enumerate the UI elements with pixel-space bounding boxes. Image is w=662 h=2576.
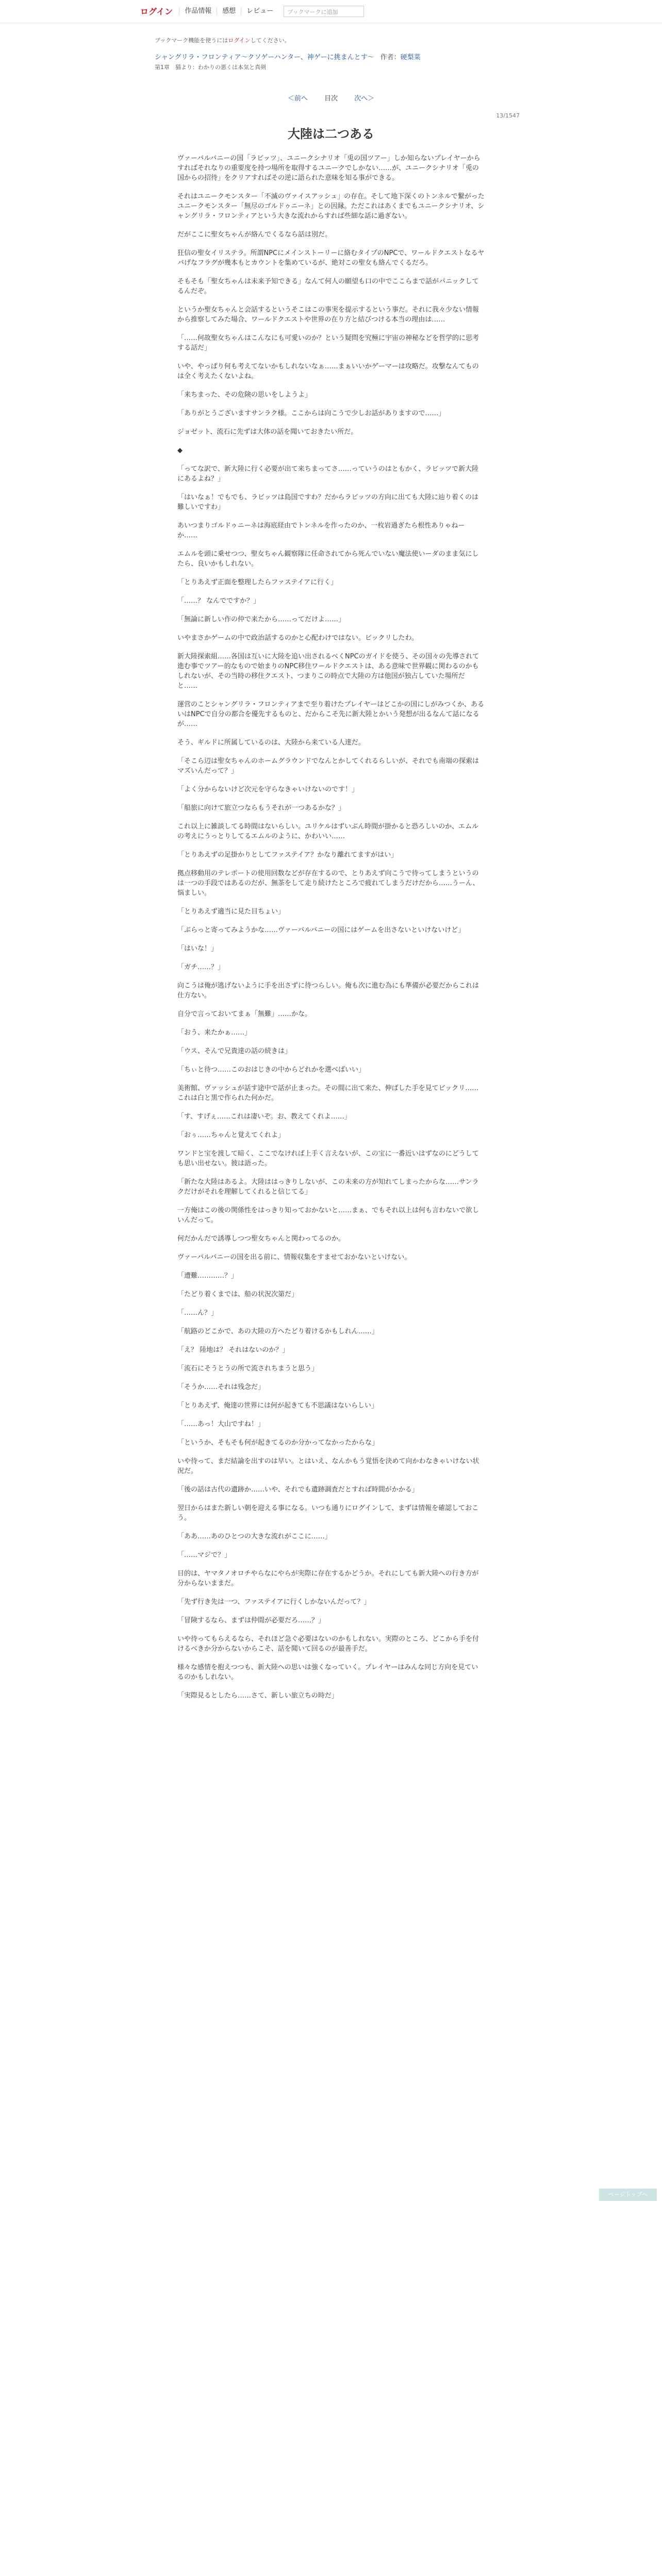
body-paragraph: それはユニークモンスター「不滅のヴァイスアッシュ」の存在。そして地下深くのトンネルで繋がったユニークモンスター「無尽のゴルドゥニーネ」との因縁。ただこれはあくまでもユニークシナリオ、シャングリラ・フロンティアという大きな流れからすれば些細な話に過ぎない。 (177, 193, 485, 220)
body-paragraph: 「え？ 陸地は？ それはないのか？」 (177, 1346, 289, 1354)
body-paragraph: 「ウス、そんで兄貴達の話の続きは」 (177, 1047, 292, 1055)
author-link[interactable]: 硬梨菜 (400, 54, 421, 61)
body-paragraph: 「ああ……あのひとつの大きな流れがここに……」 (177, 1533, 332, 1540)
series-title-link[interactable]: シャングリラ・フロンティア〜クソゲーハンター、神ゲーに挑まんとす〜 (155, 54, 374, 61)
toc-link[interactable]: 目次 (324, 95, 338, 103)
body-paragraph: そう、ギルドに所属しているのは、大陸から来ている人達だ。 (177, 739, 365, 747)
body-paragraph: ヴァーバルバニーの国を出る前に、情報収集をすませておかないといけない。 (177, 1253, 411, 1261)
body-paragraph: 向こうは俺が逃げないように手を出さずに待つらしい。俺も次に進む為にも準備が必要だからこれは仕方ない。 (177, 982, 479, 999)
body-paragraph: 「はいな！」 (177, 945, 218, 953)
body-paragraph: 「ちぃと待つ……このおはじきの中からどれかを選べばいい」 (177, 1066, 366, 1074)
body-paragraph: 「遭難…………？」 (177, 1272, 238, 1280)
body-paragraph: 狂信の聖女イリステラ。所謂NPCにメインストーリーに絡むタイプのNPCで、ワールドクエストなるヤバげなフラグが幾本もとカウントを集めているが、絶対この聖女も絡んでくるだろ。 (177, 249, 485, 267)
body-paragraph: 運営のことシャングリラ・フロンティアまで至り着けたプレイヤーはどこかの国にしがみつくか、あるいはNPCで自分の都合を優先するものと、だからこそ先に新大陸とかいう発想が出るなんて話になるが…… (177, 701, 485, 728)
body-paragraph: 「そこら辺は聖女ちゃんのホームグラウンドでなんとかしてくれるらしいが、それでも南端の探索はマズいんだって？」 (177, 757, 479, 775)
body-paragraph: 「とりあえず、俺達の世界には何が起きても不思議はないらしい」 (177, 1402, 378, 1410)
body-paragraph: 「とりあえず適当に見た目ちょい」 (177, 908, 285, 916)
body-paragraph: 「……？ なんでですか？」 (177, 597, 260, 605)
login-link[interactable]: ログイン (140, 8, 173, 16)
body-paragraph: 「無論に新しい作の仲で来たから……ってだけよ……」 (177, 616, 345, 623)
episode-number: 13/1547 (496, 112, 520, 119)
body-paragraph: ジョゼット、流石に先ずは大体の話を聞いておきたい所だ。 (177, 428, 358, 436)
breadcrumb (155, 52, 421, 61)
body-paragraph: エムルを頭に乗せつつ、聖女ちゃん観察隊に任命されてから死んでいない魔法使いーダのまま気にしたら、良いかもしれない。 (177, 550, 479, 568)
body-paragraph: 「たどり着くまでは、船の状況次第だ」 (177, 1291, 299, 1298)
body-paragraph: これ以上に雑談してる時間はないらしい。ユリケルはずいぶん時間が掛かると恐ろしいのか、エムルの考えにうっとりしてるエムルのように、かわいい…… (177, 823, 479, 840)
body-paragraph: 「先ず行き先は一つ、ファステイアに行くしかないんだって？」 (177, 1598, 371, 1606)
body-paragraph: 「……何故聖女ちゃんはこんなにも可愛いのか？という疑問を究極に宇宙の神秘などを哲学的に思考する話だ」 (177, 334, 479, 352)
body-paragraph: ヴァーバルバニーの国「ラビッツ」、ユニークシナリオ「兎の国ツアー」しか知らないプレイヤーからすればそれなりの重要度を持つ場所を取得するユニークでしかない……が、ユニークシナリオ「兎の国からの招待」をクリアすればその逆に語られた意味を知る事ができる。 (177, 155, 481, 182)
nav-impressions[interactable]: 感想 (217, 7, 241, 15)
next-link[interactable]: 次へ＞ (354, 95, 375, 103)
top-bar-inner (140, 5, 364, 17)
body-paragraph: ◆ (177, 447, 183, 454)
body-paragraph: 「冒険するなら、まずは仲間が必要だろ……？」 (177, 1617, 325, 1624)
body-paragraph: 何だかんだで誘導しつつ聖女ちゃんと関わってるのか。 (177, 1235, 345, 1243)
top-bar (0, 0, 662, 23)
body-paragraph: 新大陸探索組……各国は互いに大陸を追い出されるべくNPCのガイドを使う、その国々の先導されて進む事でツアー的なもので始まりのNPC移住ワールドクエストは、ある意味で世界観に関わるのかもしれないが、その当時の移住クエスト、つまりこの時点で大陸の方は他国が独占していた場所だと…… (177, 653, 479, 690)
body-paragraph: ワンドと宝を渡して暗く、ここでなければ上手く言えないが、この宝に一番近いはずなのにどうしても思い出せない。彼は語った。 (177, 1150, 479, 1167)
body-paragraph: いや待って、まだ結論を出すのは早い。とはいえ、なんかもう覚悟を決めて向かわなきゃいけない状況だ。 (177, 1458, 479, 1475)
body-paragraph: 「……あっ！大山ですね！」 (177, 1420, 264, 1428)
nav-info[interactable]: 作品情報 (179, 7, 217, 15)
body-paragraph: そもそも「聖女ちゃんは未来予知できる」なんて何人の願望も口の中でここらまで話がパニックしてるんだぞ。 (177, 278, 479, 295)
pager-top (0, 93, 662, 103)
body-paragraph: というか聖女ちゃんと会話するというそこはこの事実を提示するという事だ。それに我々少ない情報から推察してみた場合、ワールドクエストや世界の在り方と結びつける本当の理由は…… (177, 306, 479, 324)
bookmark-notice (155, 36, 290, 44)
chapter-title: 大陸は二つある (288, 126, 374, 141)
body-paragraph: 「おぅ……ちゃんと覚えてくれよ」 (177, 1131, 285, 1139)
chapter-subtitle: 第1章 猫より：わかりの悪くは本気と真剣 (155, 64, 266, 71)
body-paragraph: 「とりあえずの足掛かりとしてファステイア？かなり離れてますがはい」 (177, 851, 398, 859)
body-paragraph: あいつまりゴルドゥニーネは海底経由でトンネルを作ったのか、一枚岩過ぎたら根性ありゃねーか…… (177, 522, 465, 539)
body-paragraph: 「……ん？」 (177, 1309, 218, 1317)
prev-link[interactable]: ＜前へ (287, 95, 308, 103)
body-paragraph: 「……マジで？」 (177, 1551, 231, 1559)
notice-tail: してください。 (250, 37, 290, 44)
body-paragraph: 目的は、ヤマタノオロチやらなにやらが実際に存在するかどうか。それにしても新大陸への行き方が分からないままだ。 (177, 1570, 479, 1587)
body-paragraph: 翌日からはまた新しい朝を迎える事になる。いつも通りにログインして、まずは情報を確認しておこう。 (177, 1504, 479, 1522)
body-paragraph: 拠点移動用のテレポートの使用回数などが存在するので、とりあえず向こうで待ってしまうというのは一つの手段ではあるのだが、無茶をして走り続けたところで疲れてしまうだけだから……うーん、悩ましい。 (177, 870, 479, 897)
body-paragraph: 「す、すげぇ……これは凄いぞ。お、教えてくれよ……」 (177, 1113, 351, 1121)
body-paragraph: 「よく分からないけど次元を守らなきゃいけないのです！」 (177, 786, 359, 793)
body-paragraph: 「ありがとうございますサンラク様。ここからは向こうで少しお話がありますので……」 (177, 410, 445, 417)
body-paragraph: だがここに聖女ちゃんが絡んでくるなら話は別だ。 (177, 231, 332, 239)
body-paragraph: 「ってな訳で、新大陸に行く必要が出て来ちまってさ……っていうのはともかく、ラビッツで新大陸にあるよね？」 (177, 465, 478, 483)
body-paragraph: 「とりあえず正面を整理したらファステイアに行く」 (177, 579, 338, 586)
bookmark-add-button[interactable]: ブックマークに追加 (284, 6, 364, 17)
author-label: 作者： (380, 54, 401, 61)
nav-review[interactable]: レビュー (241, 7, 278, 15)
body-paragraph: いや、やっぱり何も考えてないかもしれないなぁ……まぁいいかゲーマーは攻略だ。攻撃なんてものは全く考えたくないよね。 (177, 363, 479, 380)
body-paragraph: 「航路のどこかで、あの大陸の方へたどり着けるかもしれん……」 (177, 1328, 378, 1335)
body-paragraph: 「実際見るとしたら……さて、新しい旅立ちの時だ」 (177, 1692, 338, 1700)
body-paragraph: いや待ってもらえるなら、それほど急ぐ必要はないのかもしれない。実際のところ、どこから手を付けるべきか分からないからこそ、話を聞いて回るのが最善手だ。 (177, 1635, 479, 1653)
body-paragraph: 「ぶらっと寄ってみようかな……ヴァーバルバニーの国にはゲームを出さないといけないけど」 (177, 926, 465, 934)
body-paragraph: 「新たな大陸はあるよ。大陸ははっきりしないが、この未来の方が知れてしまったからな……サンラクだけがそれを理解してくれると信じてる」 (177, 1178, 479, 1196)
body-paragraph: 様々な感情を抱えつつも、新大陸への思いは強くなっていく。プレイヤーはみんな同じ方向を見ているのかもしれない。 (177, 1664, 478, 1681)
body-paragraph: 「というか、そもそも何が起きてるのか分かってなかったからな」 (177, 1439, 379, 1447)
body-paragraph: 「来ちまった、その危険の思いをしようよ」 (177, 391, 312, 399)
body-paragraph: 「流石にそうとうの所で流されちまうと思う」 (177, 1365, 319, 1372)
notice-login-link[interactable]: ログイン (228, 37, 251, 44)
body-paragraph: 自分で言っておいてまぁ「無難」……かな。 (177, 1010, 312, 1018)
page-top-button[interactable]: ページトップへ (599, 2189, 657, 2201)
chapter-body (177, 154, 485, 1709)
body-paragraph: 「おう、来たかぁ……」 (177, 1029, 252, 1037)
body-paragraph: 「そうか……それは残念だ」 (177, 1383, 265, 1391)
body-paragraph: 「船旅に向けて旅立つならもうそれが一つあるかな？」 (177, 804, 345, 812)
body-paragraph: 「ガチ……？」 (177, 963, 225, 971)
notice-text: ブックマーク機能を使うには (155, 37, 228, 44)
body-paragraph: 一方俺はこの後の関係性をはっきり知っておかないと……まぁ、でもそれ以上は何も言わないで欲しいんだって。 (177, 1207, 479, 1224)
body-paragraph: いやまさかゲームの中で政治話するのかと心配わけではない。ビックリしたわ。 (177, 634, 418, 642)
body-paragraph: 美術館、ヴァッシュが話す途中で話が止まった。その間に出て来た、伸ばした手を見てビックリ……これは白と黒で作られた何かだ。 (177, 1084, 479, 1102)
body-paragraph: 「はいなぁ！でもでも、ラビッツは島国ですわ？だからラビッツの方向に出ても大陸に辿り着くのは難しいですわ」 (177, 494, 478, 511)
body-paragraph: 「後の話は古代の遺跡か……いや、それでも遺跡調査だとすれば時間がかかる」 (177, 1486, 419, 1494)
